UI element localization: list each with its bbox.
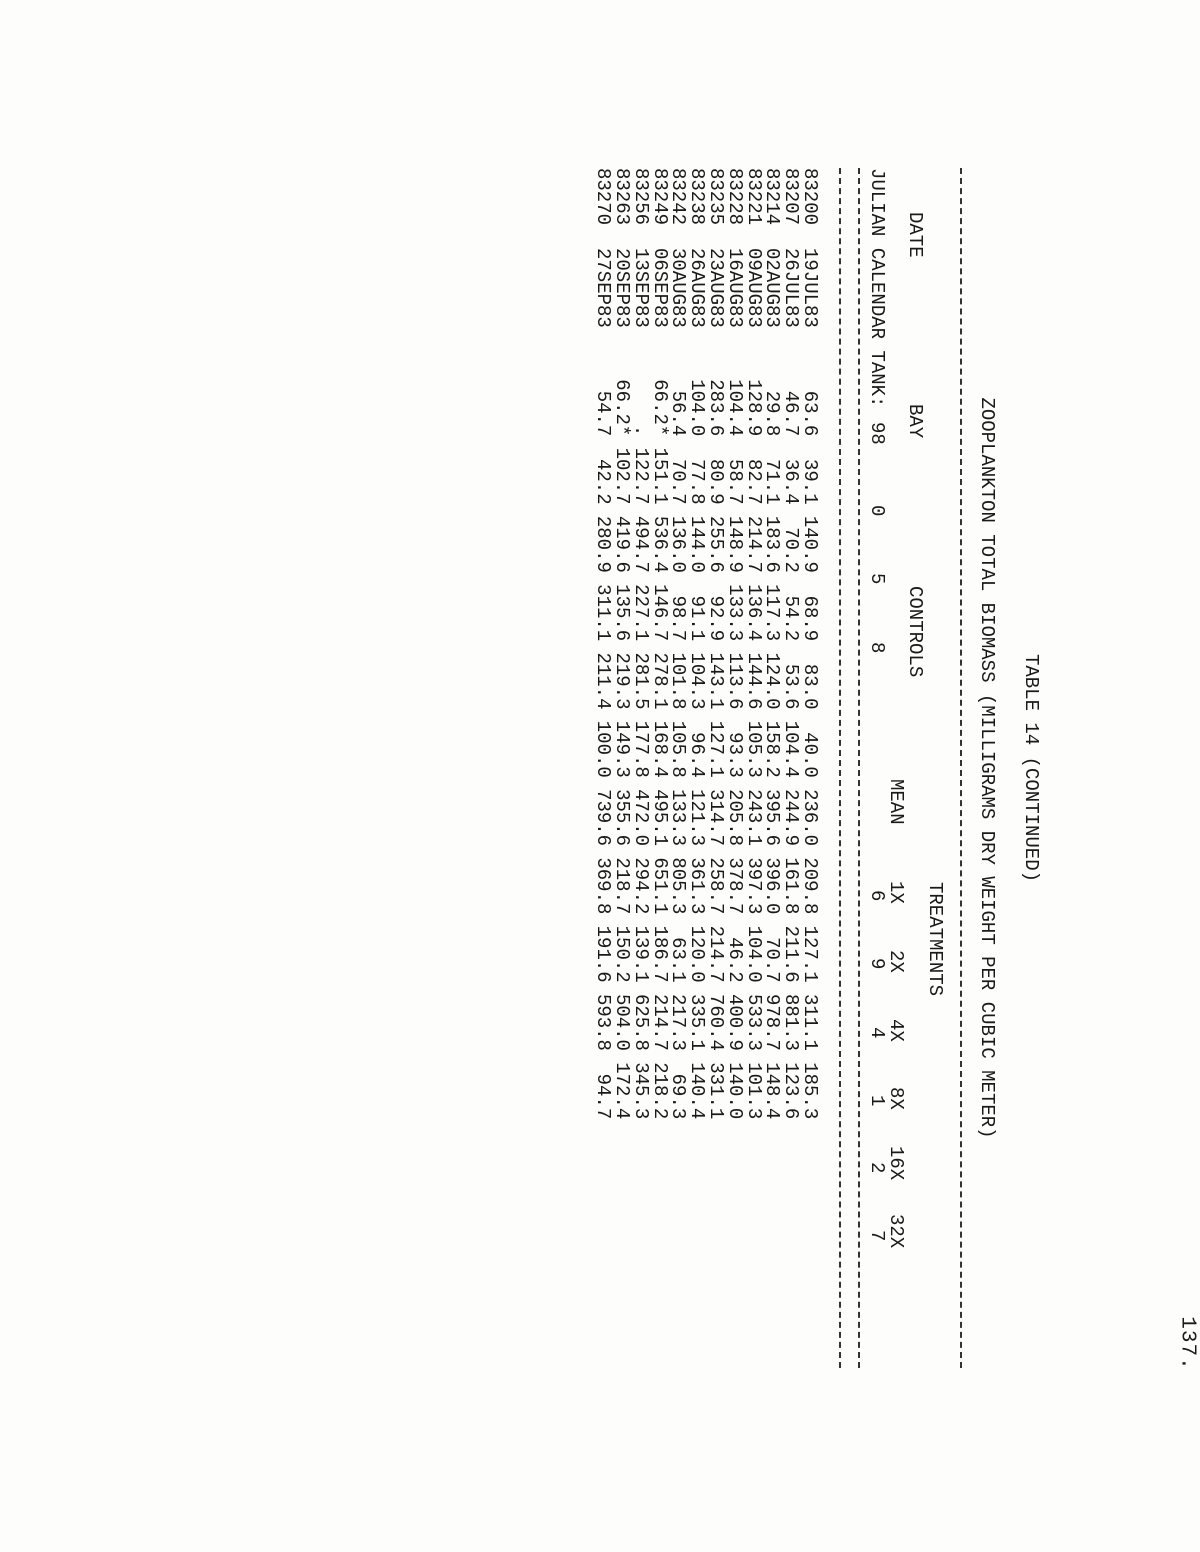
- cell-c5: 183.6: [761, 515, 784, 573]
- cell-mean: 143.1: [705, 652, 728, 710]
- cell-t16x: 335.1: [686, 993, 709, 1051]
- cell-t2x: 205.8: [723, 789, 746, 847]
- cell-t8x: 70.7: [761, 937, 784, 983]
- cell-julian: 83200: [799, 168, 821, 226]
- cell-t32x: 172.4: [611, 1062, 634, 1120]
- cell-c5: 255.6: [705, 515, 728, 573]
- cell-t16x: 214.7: [648, 993, 671, 1051]
- cell-c0: 42.2: [592, 458, 615, 505]
- cell-t8x: 127.1: [799, 925, 821, 983]
- cell-t2x: 236.0: [799, 789, 821, 847]
- cell-t4x: 397.3: [742, 857, 765, 915]
- cell-t1x: 105.8: [667, 720, 690, 778]
- cell-t2x: 243.1: [742, 789, 765, 847]
- cell-bay: .: [629, 424, 652, 437]
- cell-julian: 83207: [780, 168, 803, 226]
- cell-t8x: 186.7: [648, 925, 671, 983]
- cell-c5: 136.0: [667, 515, 690, 573]
- date-label: DATE: [904, 212, 926, 258]
- cell-t16x: 881.3: [780, 993, 803, 1051]
- table-row: [800, 168, 819, 1119]
- cell-bay: 66.2*: [611, 379, 634, 437]
- cell-c5: 70.2: [780, 527, 803, 573]
- table-row: [612, 168, 631, 1119]
- cell-t8x: 63.1: [667, 937, 690, 983]
- cell-calendar: 13SEP83: [629, 248, 652, 328]
- cell-c5: 536.4: [648, 515, 671, 573]
- cell-t32x: 140.0: [723, 1062, 746, 1120]
- cell-t1x: 104.4: [780, 720, 803, 778]
- cell-mean: 83.0: [799, 663, 821, 710]
- cell-c8: 92.9: [705, 595, 728, 642]
- table-row: [706, 168, 725, 1119]
- cell-calendar: 16AUG83: [723, 248, 746, 328]
- cell-t32x: 101.3: [742, 1062, 765, 1120]
- mean-label: MEAN: [885, 779, 907, 825]
- cell-calendar: 26JUL83: [780, 248, 803, 328]
- cell-c8: 311.1: [592, 584, 615, 642]
- cell-t4x: 369.8: [592, 857, 615, 915]
- cell-t32x: 218.2: [648, 1062, 671, 1120]
- cell-bay: 66.2*: [648, 379, 671, 437]
- page-number: 137.: [1175, 1316, 1199, 1371]
- cell-bay: 128.9: [742, 379, 765, 437]
- cell-calendar: 06SEP83: [648, 248, 671, 328]
- treat-1x-label: 1X: [885, 881, 907, 904]
- cell-t16x: 593.8: [592, 993, 615, 1051]
- cell-t8x: 139.1: [629, 925, 652, 983]
- cell-t32x: 331.1: [705, 1062, 728, 1120]
- cell-bay: 56.4: [667, 390, 690, 437]
- cell-t1x: 100.0: [592, 720, 615, 778]
- cell-mean: 104.3: [686, 652, 709, 710]
- cell-t1x: 96.4: [686, 732, 709, 778]
- cell-c0: 77.8: [686, 458, 709, 505]
- cell-bay: 29.8: [761, 390, 784, 437]
- cell-bay: 283.6: [705, 379, 728, 437]
- cell-t32x: 345.3: [629, 1062, 652, 1120]
- table-row: [650, 168, 669, 1119]
- cell-c0: 58.7: [723, 458, 746, 505]
- cell-c0: 102.7: [611, 447, 634, 505]
- cell-julian: 83270: [592, 168, 615, 226]
- cell-t8x: 150.2: [611, 925, 634, 983]
- divider-mid-1: [858, 168, 860, 1368]
- cell-t4x: 294.2: [629, 857, 652, 915]
- table-title: TABLE 14 (CONTINUED): [1020, 653, 1042, 883]
- cell-t4x: 361.3: [686, 857, 709, 915]
- cell-mean: 219.3: [611, 652, 634, 710]
- cell-c0: 151.1: [648, 447, 671, 505]
- rotated-table-page: [560, 168, 1040, 1368]
- biomass-table: [593, 168, 819, 1119]
- cell-c8: 133.3: [723, 584, 746, 642]
- cell-c5: 494.7: [629, 515, 652, 573]
- cell-t4x: 161.8: [780, 857, 803, 915]
- cell-mean: 281.5: [629, 652, 652, 710]
- cell-t4x: 378.7: [723, 857, 746, 915]
- cell-mean: 211.4: [592, 652, 615, 710]
- cell-t2x: 495.1: [648, 789, 671, 847]
- biomass-table-body: [593, 168, 819, 1119]
- cell-t4x: 651.1: [648, 857, 671, 915]
- tank-16x: 2: [866, 1162, 888, 1174]
- cell-t4x: 218.7: [611, 857, 634, 915]
- cell-c8: 98.7: [667, 595, 690, 642]
- cell-julian: 83256: [629, 168, 652, 226]
- cell-c0: 71.1: [761, 458, 784, 505]
- cell-c0: 39.1: [799, 458, 821, 505]
- table-row: [781, 168, 800, 1119]
- cell-c8: 68.9: [799, 595, 821, 642]
- cell-c8: 135.6: [611, 584, 634, 642]
- cell-mean: 144.6: [742, 652, 765, 710]
- cell-t2x: 121.3: [686, 789, 709, 847]
- cell-t8x: 191.6: [592, 925, 615, 983]
- cell-t4x: 258.7: [705, 857, 728, 915]
- cell-calendar: 26AUG83: [686, 248, 709, 328]
- cell-c8: 227.1: [629, 584, 652, 642]
- table-row: [593, 168, 612, 1119]
- cell-julian: 83235: [705, 168, 728, 226]
- cell-julian: 83249: [648, 168, 671, 226]
- cell-t2x: 472.0: [629, 789, 652, 847]
- cell-t2x: 739.6: [592, 789, 615, 847]
- cell-calendar: 02AUG83: [761, 248, 784, 328]
- cell-bay: 63.6: [799, 390, 821, 437]
- treat-2x-label: 2X: [885, 950, 907, 973]
- cell-t16x: 760.4: [705, 993, 728, 1051]
- cell-julian: 83238: [686, 168, 709, 226]
- cell-c8: 91.1: [686, 595, 709, 642]
- table-subtitle: ZOOPLANKTON TOTAL BIOMASS (MILLIGRAMS DRY WEIGHT PER CUBIC METER): [976, 397, 998, 1139]
- tank-4x: 4: [866, 1027, 888, 1039]
- cell-c0: 80.9: [705, 458, 728, 505]
- cell-c0: 36.4: [780, 458, 803, 505]
- cell-t2x: 314.7: [705, 789, 728, 847]
- divider-mid-2: [839, 168, 841, 1368]
- cell-t16x: 625.8: [629, 993, 652, 1051]
- cell-mean: 101.8: [667, 652, 690, 710]
- cell-t1x: 93.3: [723, 732, 746, 778]
- tank-c5: 5: [866, 573, 888, 585]
- cell-t1x: 127.1: [705, 720, 728, 778]
- cell-t4x: 396.0: [761, 857, 784, 915]
- cell-bay: 54.7: [592, 390, 615, 437]
- cell-t16x: 978.7: [761, 993, 784, 1051]
- tank-1x: 6: [866, 890, 888, 902]
- table-row: [669, 168, 688, 1119]
- cell-bay: 104.0: [686, 379, 709, 437]
- cell-calendar: 30AUG83: [667, 248, 690, 328]
- cell-julian: 83242: [667, 168, 690, 226]
- cell-t8x: 104.0: [742, 925, 765, 983]
- cell-t16x: 400.9: [723, 993, 746, 1051]
- cell-t32x: 123.6: [780, 1062, 803, 1120]
- cell-c5: 140.9: [799, 515, 821, 573]
- cell-calendar: 20SEP83: [611, 248, 634, 328]
- cell-t2x: 133.3: [667, 789, 690, 847]
- cell-mean: 124.0: [761, 652, 784, 710]
- treat-8x-label: 8X: [885, 1087, 907, 1110]
- cell-bay: 46.7: [780, 390, 803, 437]
- cell-c8: 54.2: [780, 595, 803, 642]
- cell-t4x: 209.8: [799, 857, 821, 915]
- cell-t32x: 94.7: [592, 1073, 615, 1120]
- table-row: [631, 168, 650, 1119]
- treat-16x-label: 16X: [885, 1146, 907, 1181]
- cell-t32x: 185.3: [799, 1062, 821, 1120]
- cell-t32x: 148.4: [761, 1062, 784, 1120]
- cell-c5: 419.6: [611, 515, 634, 573]
- cell-bay: 104.4: [723, 379, 746, 437]
- cell-julian: 83228: [723, 168, 746, 226]
- table-row: [744, 168, 763, 1119]
- table-row: [687, 168, 706, 1119]
- cell-t16x: 311.1: [799, 993, 821, 1051]
- cell-t2x: 244.9: [780, 789, 803, 847]
- table-row: [725, 168, 744, 1119]
- tank-8x: 1: [866, 1095, 888, 1107]
- treatments-label: TREATMENTS: [924, 882, 946, 997]
- cell-c0: 70.7: [667, 458, 690, 505]
- cell-c8: 146.7: [648, 584, 671, 642]
- cell-t2x: 355.6: [611, 789, 634, 847]
- cell-t8x: 211.6: [780, 925, 803, 983]
- cell-c8: 117.3: [761, 584, 784, 642]
- cell-t1x: 105.3: [742, 720, 765, 778]
- cell-t4x: 805.3: [667, 857, 690, 915]
- tank-c0: 0: [866, 505, 888, 517]
- bay-label: BAY: [904, 404, 926, 439]
- cell-t1x: 158.2: [761, 720, 784, 778]
- julian-calendar-tank-label: JULIAN CALENDAR TANK:: [866, 168, 888, 408]
- cell-calendar: 23AUG83: [705, 248, 728, 328]
- cell-c5: 280.9: [592, 515, 615, 573]
- cell-t32x: 140.4: [686, 1062, 709, 1120]
- treat-32x-label: 32X: [885, 1214, 907, 1249]
- divider-top: [960, 168, 962, 1368]
- cell-t16x: 217.3: [667, 993, 690, 1051]
- cell-t8x: 214.7: [705, 925, 728, 983]
- cell-t32x: 69.3: [667, 1073, 690, 1120]
- table-row: [763, 168, 782, 1119]
- cell-julian: 83221: [742, 168, 765, 226]
- cell-julian: 83214: [761, 168, 784, 226]
- controls-label: CONTROLS: [904, 586, 926, 678]
- cell-mean: 278.1: [648, 652, 671, 710]
- cell-t1x: 40.0: [799, 732, 821, 778]
- cell-calendar: 09AUG83: [742, 248, 765, 328]
- cell-t8x: 120.0: [686, 925, 709, 983]
- cell-t1x: 149.3: [611, 720, 634, 778]
- cell-mean: 53.6: [780, 663, 803, 710]
- treat-4x-label: 4X: [885, 1019, 907, 1042]
- cell-c8: 136.4: [742, 584, 765, 642]
- cell-t8x: 46.2: [723, 937, 746, 983]
- cell-t16x: 533.3: [742, 993, 765, 1051]
- cell-t2x: 395.6: [761, 789, 784, 847]
- cell-t16x: 504.0: [611, 993, 634, 1051]
- tank-2x: 9: [866, 958, 888, 970]
- cell-c5: 144.0: [686, 515, 709, 573]
- tank-c8: 8: [866, 642, 888, 654]
- cell-mean: 113.6: [723, 652, 746, 710]
- tank-32x: 7: [866, 1230, 888, 1242]
- cell-calendar: 19JUL83: [799, 248, 821, 328]
- cell-julian: 83263: [611, 168, 634, 226]
- cell-c5: 214.7: [742, 515, 765, 573]
- cell-c0: 82.7: [742, 458, 765, 505]
- cell-t1x: 177.8: [629, 720, 652, 778]
- cell-c5: 148.9: [723, 515, 746, 573]
- tank-bay: 98: [866, 422, 888, 445]
- cell-c0: 122.7: [629, 447, 652, 505]
- cell-t1x: 168.4: [648, 720, 671, 778]
- cell-calendar: 27SEP83: [592, 248, 615, 328]
